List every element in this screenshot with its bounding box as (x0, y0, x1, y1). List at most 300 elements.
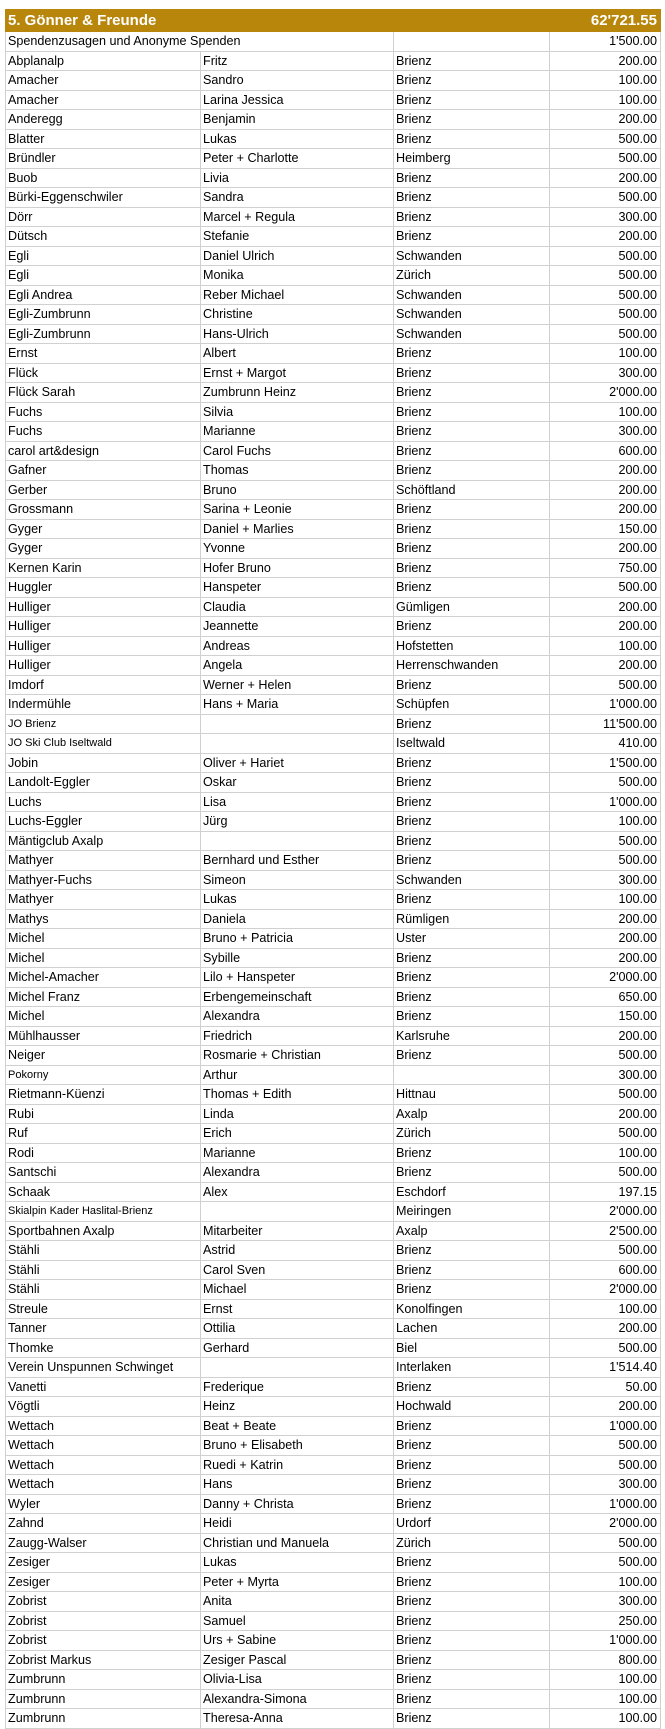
donor-name: Egli-Zumbrunn (6, 305, 201, 325)
donor-name: Gafner (6, 461, 201, 481)
donor-name: Skialpin Kader Haslital-Brienz (6, 1202, 201, 1222)
table-row (6, 831, 661, 851)
donor-name: Hulliger (6, 636, 201, 656)
donor-firstname: Theresa-Anna (201, 1709, 394, 1729)
table-row (6, 636, 661, 656)
donor-place: Brienz (394, 1143, 550, 1163)
donor-amount: 200.00 (550, 227, 661, 247)
table-row (6, 734, 661, 754)
donor-name: Mühlhausser (6, 1026, 201, 1046)
donor-place: Brienz (394, 383, 550, 403)
donor-amount: 2'000.00 (550, 1514, 661, 1534)
donor-place: Uster (394, 929, 550, 949)
donor-firstname: Stefanie (201, 227, 394, 247)
donor-place: Hittnau (394, 1085, 550, 1105)
table-row (6, 1709, 661, 1729)
donor-firstname: Lukas (201, 1553, 394, 1573)
donor-amount: 100.00 (550, 1670, 661, 1690)
table-row (6, 1202, 661, 1222)
donor-place: Iseltwald (394, 734, 550, 754)
table-row (6, 812, 661, 832)
table-row (6, 168, 661, 188)
donor-firstname: Peter + Charlotte (201, 149, 394, 169)
intro-empty-cell (394, 32, 550, 52)
donor-firstname: Werner + Helen (201, 675, 394, 695)
donor-firstname: Ernst + Margot (201, 363, 394, 383)
table-row (6, 1631, 661, 1651)
donor-firstname: Thomas (201, 461, 394, 481)
donor-name: Buob (6, 168, 201, 188)
donor-name: Zahnd (6, 1514, 201, 1534)
donor-amount: 1'000.00 (550, 1494, 661, 1514)
table-row (6, 188, 661, 208)
donor-amount: 100.00 (550, 1143, 661, 1163)
donor-place: Brienz (394, 1416, 550, 1436)
donor-name: Dörr (6, 207, 201, 227)
donor-name: Grossmann (6, 500, 201, 520)
donor-name: Schaak (6, 1182, 201, 1202)
table-row (6, 695, 661, 715)
donor-amount: 100.00 (550, 1689, 661, 1709)
donor-place: Brienz (394, 831, 550, 851)
donor-place: Konolfingen (394, 1299, 550, 1319)
table-row (6, 1319, 661, 1339)
donor-name: Verein Unspunnen Schwinget (6, 1358, 201, 1378)
donor-amount: 200.00 (550, 929, 661, 949)
donor-name: Zumbrunn (6, 1709, 201, 1729)
donor-firstname: Jürg (201, 812, 394, 832)
table-row (6, 909, 661, 929)
donor-place: Hofstetten (394, 636, 550, 656)
donor-place: Meiringen (394, 1202, 550, 1222)
donor-firstname: Lukas (201, 129, 394, 149)
donor-amount: 500.00 (550, 851, 661, 871)
donor-amount: 200.00 (550, 168, 661, 188)
table-row (6, 1475, 661, 1495)
donor-firstname: Alexandra (201, 1007, 394, 1027)
donor-amount: 197.15 (550, 1182, 661, 1202)
donor-firstname: Marianne (201, 1143, 394, 1163)
donor-amount: 200.00 (550, 617, 661, 637)
donor-name: Hulliger (6, 656, 201, 676)
donor-amount: 500.00 (550, 188, 661, 208)
table-row (6, 149, 661, 169)
donor-place: Brienz (394, 968, 550, 988)
donor-place: Interlaken (394, 1358, 550, 1378)
donor-name: Ernst (6, 344, 201, 364)
table-row (6, 1377, 661, 1397)
donor-name: Mäntigclub Axalp (6, 831, 201, 851)
table-row (6, 305, 661, 325)
donor-name: Tanner (6, 1319, 201, 1339)
table-row (6, 1338, 661, 1358)
donor-firstname: Daniel Ulrich (201, 246, 394, 266)
donor-name: Wettach (6, 1455, 201, 1475)
donor-firstname: Bernhard und Esther (201, 851, 394, 871)
donor-name: Michel (6, 948, 201, 968)
donor-name: JO Brienz (6, 714, 201, 734)
donor-place: Brienz (394, 90, 550, 110)
donor-firstname: Astrid (201, 1241, 394, 1261)
donor-amount: 100.00 (550, 1709, 661, 1729)
donor-amount: 200.00 (550, 597, 661, 617)
donor-name: Zobrist Markus (6, 1650, 201, 1670)
donor-name: Zumbrunn (6, 1689, 201, 1709)
donor-place: Brienz (394, 773, 550, 793)
table-row (6, 558, 661, 578)
table-row (6, 1241, 661, 1261)
donor-name: Neiger (6, 1046, 201, 1066)
donor-name: Amacher (6, 90, 201, 110)
donor-firstname: Fritz (201, 51, 394, 71)
section-title: 5. Gönner & Freunde (6, 10, 550, 32)
donor-name: Imdorf (6, 675, 201, 695)
table-row (6, 1416, 661, 1436)
donor-amount: 650.00 (550, 987, 661, 1007)
donor-sheet (5, 9, 660, 1729)
donor-firstname: Carol Fuchs (201, 441, 394, 461)
table-row (6, 1026, 661, 1046)
donor-firstname: Christine (201, 305, 394, 325)
donor-place: Brienz (394, 1455, 550, 1475)
donor-amount: 500.00 (550, 1455, 661, 1475)
table-row (6, 90, 661, 110)
donor-name: Vögtli (6, 1397, 201, 1417)
donor-name: Wyler (6, 1494, 201, 1514)
donor-amount: 750.00 (550, 558, 661, 578)
table-row (6, 363, 661, 383)
donor-amount: 500.00 (550, 1553, 661, 1573)
donor-amount: 2'000.00 (550, 1202, 661, 1222)
donor-place: Schöftland (394, 480, 550, 500)
donor-firstname (201, 1358, 394, 1378)
table-row (6, 851, 661, 871)
table-row (6, 71, 661, 91)
donor-name: Stähli (6, 1260, 201, 1280)
donor-amount: 1'514.40 (550, 1358, 661, 1378)
donor-firstname: Anita (201, 1592, 394, 1612)
donor-name: Gyger (6, 539, 201, 559)
donor-firstname: Michael (201, 1280, 394, 1300)
donor-amount: 1'000.00 (550, 792, 661, 812)
donor-name: Gyger (6, 519, 201, 539)
donor-name: Dütsch (6, 227, 201, 247)
donor-firstname: Hans + Maria (201, 695, 394, 715)
donor-amount: 200.00 (550, 909, 661, 929)
donor-amount: 500.00 (550, 1436, 661, 1456)
donor-name: Fuchs (6, 402, 201, 422)
donor-place: Brienz (394, 500, 550, 520)
donor-name: Luchs-Eggler (6, 812, 201, 832)
donor-place: Brienz (394, 1689, 550, 1709)
donor-place: Brienz (394, 890, 550, 910)
donor-firstname: Carol Sven (201, 1260, 394, 1280)
donor-name: Huggler (6, 578, 201, 598)
intro-amount: 1'500.00 (550, 32, 661, 52)
donor-name: Flück Sarah (6, 383, 201, 403)
donor-amount: 200.00 (550, 500, 661, 520)
donor-place: Axalp (394, 1104, 550, 1124)
donor-name: Mathyer-Fuchs (6, 870, 201, 890)
donor-firstname: Claudia (201, 597, 394, 617)
donor-amount: 500.00 (550, 266, 661, 286)
donor-place: Zürich (394, 266, 550, 286)
donor-table (5, 9, 661, 1729)
donor-place: Eschdorf (394, 1182, 550, 1202)
donor-amount: 500.00 (550, 1085, 661, 1105)
donor-place: Brienz (394, 558, 550, 578)
donor-firstname: Alexandra (201, 1163, 394, 1183)
donor-firstname: Jeannette (201, 617, 394, 637)
donor-place: Brienz (394, 1007, 550, 1027)
donor-firstname: Ruedi + Katrin (201, 1455, 394, 1475)
donor-firstname: Larina Jessica (201, 90, 394, 110)
donor-place: Brienz (394, 71, 550, 91)
donor-firstname (201, 831, 394, 851)
donor-amount: 200.00 (550, 539, 661, 559)
donor-place: Schüpfen (394, 695, 550, 715)
table-row (6, 129, 661, 149)
donor-name: Pokorny (6, 1065, 201, 1085)
table-row (6, 461, 661, 481)
donor-place: Brienz (394, 1670, 550, 1690)
donor-place: Heimberg (394, 149, 550, 169)
table-row (6, 1397, 661, 1417)
donor-firstname: Simeon (201, 870, 394, 890)
donor-place: Brienz (394, 168, 550, 188)
donor-place: Rümligen (394, 909, 550, 929)
table-row (6, 1611, 661, 1631)
donor-amount: 500.00 (550, 129, 661, 149)
donor-firstname: Daniel + Marlies (201, 519, 394, 539)
donor-place: Brienz (394, 1709, 550, 1729)
table-row (6, 1046, 661, 1066)
donor-firstname: Marcel + Regula (201, 207, 394, 227)
donor-name: Egli Andrea (6, 285, 201, 305)
donor-firstname: Lilo + Hanspeter (201, 968, 394, 988)
donor-firstname: Olivia-Lisa (201, 1670, 394, 1690)
donor-amount: 1'000.00 (550, 695, 661, 715)
table-row (6, 539, 661, 559)
section-total: 62'721.55 (550, 10, 661, 32)
donor-name: Rietmann-Küenzi (6, 1085, 201, 1105)
donor-amount: 500.00 (550, 324, 661, 344)
donor-firstname: Silvia (201, 402, 394, 422)
donor-place: Schwanden (394, 870, 550, 890)
donor-name: Mathys (6, 909, 201, 929)
donor-amount: 2'000.00 (550, 383, 661, 403)
donor-name: Bürki-Eggenschwiler (6, 188, 201, 208)
donor-amount: 500.00 (550, 1241, 661, 1261)
donor-amount: 11'500.00 (550, 714, 661, 734)
table-row (6, 1182, 661, 1202)
table-row (6, 714, 661, 734)
donor-place: Brienz (394, 1436, 550, 1456)
donor-firstname: Bruno + Patricia (201, 929, 394, 949)
donor-firstname: Hans (201, 1475, 394, 1495)
donor-firstname: Zesiger Pascal (201, 1650, 394, 1670)
donor-place: Axalp (394, 1221, 550, 1241)
donor-place: Brienz (394, 1377, 550, 1397)
donor-amount: 500.00 (550, 1533, 661, 1553)
donor-firstname: Reber Michael (201, 285, 394, 305)
table-row (6, 1533, 661, 1553)
donor-firstname: Friedrich (201, 1026, 394, 1046)
donor-name: Egli-Zumbrunn (6, 324, 201, 344)
donor-name: Anderegg (6, 110, 201, 130)
donor-amount: 500.00 (550, 285, 661, 305)
donor-amount: 100.00 (550, 402, 661, 422)
donor-amount: 100.00 (550, 344, 661, 364)
donor-firstname: Frederique (201, 1377, 394, 1397)
donor-amount: 500.00 (550, 675, 661, 695)
table-row (6, 1358, 661, 1378)
donor-name: Wettach (6, 1436, 201, 1456)
donor-firstname: Sandro (201, 71, 394, 91)
donor-firstname: Arthur (201, 1065, 394, 1085)
donor-place: Brienz (394, 110, 550, 130)
table-row (6, 870, 661, 890)
donor-firstname: Ottilia (201, 1319, 394, 1339)
donor-firstname: Samuel (201, 1611, 394, 1631)
donor-place: Brienz (394, 1494, 550, 1514)
donor-place: Brienz (394, 1046, 550, 1066)
donor-firstname: Andreas (201, 636, 394, 656)
donor-place: Brienz (394, 129, 550, 149)
donor-place: Brienz (394, 617, 550, 637)
donor-amount: 100.00 (550, 90, 661, 110)
donor-name: Michel (6, 929, 201, 949)
table-row (6, 1514, 661, 1534)
donor-firstname: Angela (201, 656, 394, 676)
intro-label: Spendenzusagen und Anonyme Spenden (6, 32, 394, 52)
donor-amount: 150.00 (550, 519, 661, 539)
donor-firstname: Gerhard (201, 1338, 394, 1358)
donor-place: Brienz (394, 1241, 550, 1261)
table-row (6, 675, 661, 695)
donor-firstname: Sybille (201, 948, 394, 968)
donor-place: Brienz (394, 207, 550, 227)
table-row (6, 968, 661, 988)
donor-place: Brienz (394, 948, 550, 968)
donor-name: Sportbahnen Axalp (6, 1221, 201, 1241)
donor-firstname: Mitarbeiter (201, 1221, 394, 1241)
table-row (6, 1299, 661, 1319)
table-row (6, 1221, 661, 1241)
donor-name: Fuchs (6, 422, 201, 442)
donor-firstname: Sandra (201, 188, 394, 208)
table-row (6, 1143, 661, 1163)
donor-name: Stähli (6, 1241, 201, 1261)
donor-amount: 250.00 (550, 1611, 661, 1631)
donor-place: Brienz (394, 1163, 550, 1183)
donor-place: Brienz (394, 188, 550, 208)
donor-amount: 200.00 (550, 51, 661, 71)
table-row (6, 597, 661, 617)
donor-amount: 1'000.00 (550, 1631, 661, 1651)
donor-firstname: Bruno (201, 480, 394, 500)
donor-amount: 300.00 (550, 363, 661, 383)
table-row (6, 1689, 661, 1709)
donor-amount: 500.00 (550, 1338, 661, 1358)
donor-firstname: Zumbrunn Heinz (201, 383, 394, 403)
table-row (6, 1592, 661, 1612)
donor-amount: 300.00 (550, 1065, 661, 1085)
table-row (6, 929, 661, 949)
donor-name: Zobrist (6, 1631, 201, 1651)
donor-amount: 500.00 (550, 831, 661, 851)
donor-firstname (201, 734, 394, 754)
donor-name: Flück (6, 363, 201, 383)
table-row (6, 1085, 661, 1105)
donor-place: Brienz (394, 402, 550, 422)
donor-name: Indermühle (6, 695, 201, 715)
donor-place (394, 1065, 550, 1085)
donor-firstname: Christian und Manuela (201, 1533, 394, 1553)
donor-name: Zesiger (6, 1553, 201, 1573)
donor-amount: 2'000.00 (550, 968, 661, 988)
donor-place: Zürich (394, 1124, 550, 1144)
donor-amount: 500.00 (550, 1124, 661, 1144)
table-row (6, 324, 661, 344)
donor-place: Brienz (394, 812, 550, 832)
table-row (6, 207, 661, 227)
donor-place: Schwanden (394, 305, 550, 325)
table-row (6, 1553, 661, 1573)
donor-firstname: Marianne (201, 422, 394, 442)
donor-amount: 300.00 (550, 870, 661, 890)
donor-place: Biel (394, 1338, 550, 1358)
donor-place: Gümligen (394, 597, 550, 617)
donor-name: Jobin (6, 753, 201, 773)
donor-firstname: Benjamin (201, 110, 394, 130)
donor-place: Schwanden (394, 285, 550, 305)
donor-firstname: Peter + Myrta (201, 1572, 394, 1592)
donor-firstname (201, 1202, 394, 1222)
table-row (6, 773, 661, 793)
table-row (6, 792, 661, 812)
donor-firstname: Daniela (201, 909, 394, 929)
donor-amount: 200.00 (550, 1319, 661, 1339)
table-row (6, 110, 661, 130)
donor-amount: 500.00 (550, 1163, 661, 1183)
donor-amount: 500.00 (550, 305, 661, 325)
donor-name: Landolt-Eggler (6, 773, 201, 793)
donor-firstname: Livia (201, 168, 394, 188)
donor-firstname: Beat + Beate (201, 1416, 394, 1436)
donor-amount: 200.00 (550, 461, 661, 481)
donor-place: Brienz (394, 227, 550, 247)
donor-amount: 200.00 (550, 656, 661, 676)
donor-place: Brienz (394, 1650, 550, 1670)
donor-place: Schwanden (394, 324, 550, 344)
donor-name: carol art&design (6, 441, 201, 461)
table-row (6, 1280, 661, 1300)
donor-name: Luchs (6, 792, 201, 812)
donor-name: Egli (6, 246, 201, 266)
donor-name: Rubi (6, 1104, 201, 1124)
donor-place: Herrenschwanden (394, 656, 550, 676)
table-row (6, 422, 661, 442)
donor-name: Zobrist (6, 1611, 201, 1631)
donor-amount: 300.00 (550, 422, 661, 442)
table-row (6, 1104, 661, 1124)
donor-place: Brienz (394, 1611, 550, 1631)
donor-name: Wettach (6, 1475, 201, 1495)
donor-place: Brienz (394, 1260, 550, 1280)
donor-amount: 500.00 (550, 773, 661, 793)
donor-amount: 600.00 (550, 441, 661, 461)
